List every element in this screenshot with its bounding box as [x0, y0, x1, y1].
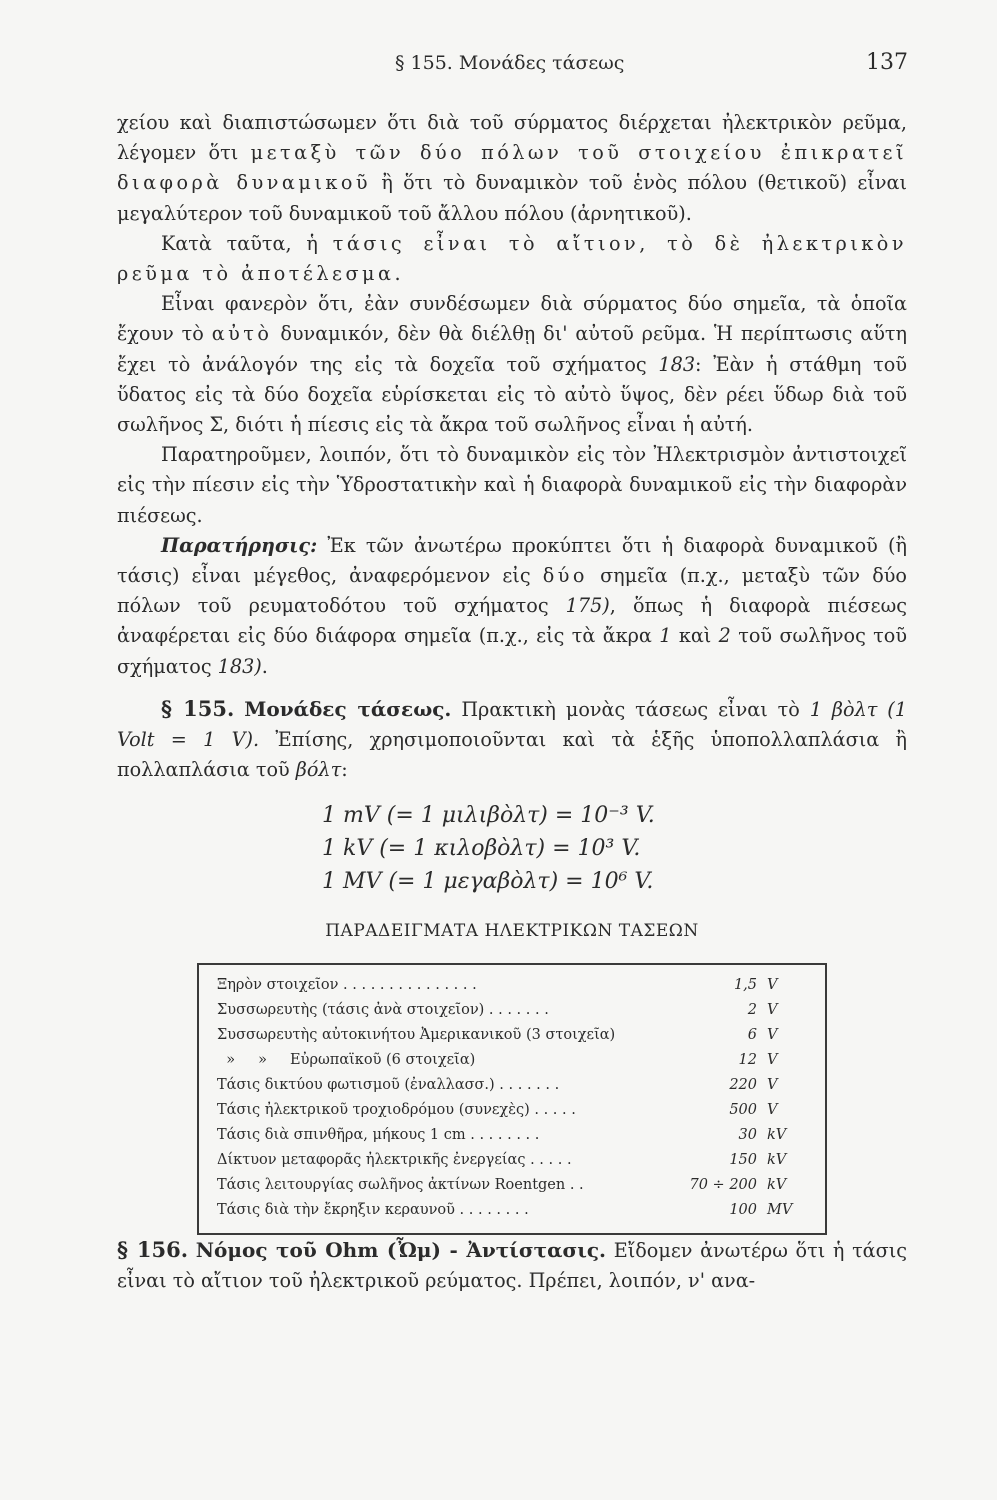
- table-row: » » Εὐρωπαϊκοῦ (6 στοιχεῖα) 12 V: [217, 1051, 778, 1068]
- voltage-examples-table: [197, 963, 827, 1235]
- table-row: Ξηρὸν στοιχεῖον . . . . . . . . . . . . . . . 1,5 V: [217, 976, 778, 993]
- note-label: Παρατήρησις:: [161, 533, 318, 557]
- table-row: Τάσις δικτύου φωτισμοῦ (ἐναλλασσ.) . . . . . . . 220 V: [217, 1076, 778, 1093]
- table-title: ΠΑΡΑΔΕΙΓΜΑΤΑ ΗΛΕΚΤΡΙΚΩΝ ΤΑΣΕΩΝ: [325, 921, 699, 942]
- paragraph-same-potential: Εἶναι φανερὸν ὅτι, ἐὰν συνδέσωμεν διὰ σύρματος δύο σημεῖα, τὰ ὁποῖα ἔχουν τὸ αὐτὸ δυναμικόν, δὲν θὰ διέλθῃ δι' αὐτοῦ ρεῦμα. Ἡ περίπτωσις αὕτη ἔχει τὸ ἀνάλογόν της εἰς τὰ δοχεῖα τοῦ σχήματος 183: Ἐὰν ἡ στάθμη τοῦ ὕδατος εἰς τὰ δύο δοχεῖα εὑρίσκεται εἰς τὸ αὐτὸ ὕψος, δὲν ρέει ὕδωρ διὰ τοῦ σωλῆνος Σ, διότι ἡ πίεσις εἰς τὰ ἄκρα τοῦ σωλῆνος εἶναι ἡ αὐτή.: [117, 292, 908, 437]
- table-row: Τάσις διὰ σπινθῆρα, μήκους 1 cm . . . . . . . . 30 kV: [217, 1126, 787, 1143]
- unit-formulas: [322, 799, 907, 898]
- table-row: Δίκτυον μεταφορᾶς ἠλεκτρικῆς ἐνεργείας . . . . . 150 kV: [217, 1151, 787, 1168]
- paragraph-potential-difference: χείου καὶ διαπιστώσωμεν ὅτι διὰ τοῦ σύρματος διέρχεται ἠλεκτρικὸν ρεῦμα, λέγομεν ὅτι μεταξὺ τῶν δύο πόλων τοῦ στοιχείου ἐπικρατεῖ διαφορὰ δυναμικοῦ ἢ ὅτι τὸ δυναμικὸν τοῦ ἑνὸς πόλου (θετικοῦ) εἶναι μεγαλύτερον τοῦ δυναμικοῦ τοῦ ἄλλου πόλου (ἀρνητικοῦ).: [117, 111, 907, 225]
- figure-ref: 175): [565, 594, 610, 618]
- section-156: § 156. Νόμος τοῦ Ohm (Ὦμ) - Ἀντίστασις. Εἴδομεν ἀνωτέρω ὅτι ἡ τάσις εἶναι τὸ αἴτιον τοῦ ἠλεκτρικοῦ ρεύματος. Πρέπει, λοιπόν, ν' ανα-: [117, 1236, 908, 1292]
- paragraph-analogy: Παρατηροῦμεν, λοιπόν, ὅτι τὸ δυναμικὸν εἰς τὸν Ἠλεκτρισμὸν ἀντιστοιχεῖ εἰς τὴν πίεσιν εἰς τὴν Ὑδροστατικὴν καὶ ἡ διαφορὰ δυναμικοῦ εἰς τὴν διαφορὰν πιέσεως.: [117, 443, 907, 527]
- page-number: 137: [866, 50, 908, 75]
- volt-definition: 1 βὸλτ (1 Volt = 1 V).: [117, 697, 907, 752]
- figure-ref: 183: [658, 352, 696, 376]
- running-title: § 155. Μονάδες τάσεως: [395, 52, 625, 74]
- section-number: § 156.: [117, 1236, 189, 1262]
- emphasis-spaced: μεταξὺ τῶν δύο πόλων τοῦ στοιχείου ἐπικρατεῖ διαφορὰ δυναμικοῦ: [117, 141, 907, 195]
- table-row: Τάσις λειτουργίας σωλῆνος ἀκτίνων Roentgen . . 70 ÷ 200 kV: [217, 1176, 787, 1193]
- table-row: Τάσις διὰ τὴν ἔκρηξιν κεραυνοῦ . . . . . . . . 100 MV: [217, 1201, 793, 1218]
- section-155: § 155. Μονάδες τάσεως. Πρακτικὴ μονὰς τάσεως εἶναι τὸ 1 βὸλτ (1 Volt = 1 V). Ἐπίσης, χρησιμοποιοῦνται καὶ τὰ ἑξῆς ὑποπολλαπλάσια ἢ πολλαπλάσια τοῦ βόλτ:: [117, 695, 907, 782]
- emphasis-spaced: δύο: [542, 564, 588, 588]
- paragraph-note: Παρατήρησις: Ἐκ τῶν ἀνωτέρω προκύπτει ὅτι ἡ διαφορὰ δυναμικοῦ (ἢ τάσις) εἶναι μέγεθος, ἀναφερόμενον εἰς δύο σημεῖα (π.χ., μεταξὺ τῶν δύο πόλων τοῦ ρευματοδότου τοῦ σχήματος 175), ὅπως ἡ διαφορὰ πιέσεως ἀναφέρεται εἰς δύο διάφορα σημεῖα (π.χ., εἰς τὰ ἄκρα 1 καὶ 2 τοῦ σωλῆνος τοῦ σχήματος 183).: [117, 533, 908, 678]
- emphasis-spaced: τάσις εἶναι τὸ αἴτιον, τὸ δὲ ἠλεκτρικὸν ρεῦμα τὸ ἀποτέλεσμα.: [117, 231, 907, 286]
- table-row: Συσσωρευτὴς αὐτοκινήτου Ἀμερικανικοῦ (3 στοιχεῖα) 6 V: [217, 1026, 778, 1043]
- formula-megavolt: 1 MV (= 1 μεγαβὸλτ) = 10⁶ V.: [322, 869, 654, 895]
- table-row: Τάσις ἠλεκτρικοῦ τροχιοδρόμου (συνεχὲς) . . . . . 500 V: [217, 1101, 778, 1118]
- formula-millivolt: 1 mV (= 1 μιλιβὸλτ) = 10⁻³ V.: [322, 803, 655, 829]
- formula-kilovolt: 1 kV (= 1 κιλοβὸλτ) = 10³ V.: [322, 836, 641, 862]
- page-body: [117, 108, 907, 1296]
- section-title: Νόμος τοῦ Ohm (Ὦμ) - Ἀντίστασις.: [195, 1237, 607, 1262]
- page-header: [0, 52, 997, 82]
- table-row: Συσσωρευτὴς (τάσις ἀνὰ στοιχεῖον) . . . . . . . 2 V: [217, 1001, 778, 1018]
- emphasis-spaced: αὐτὸ: [211, 322, 273, 346]
- paragraph-cause-effect: Κατὰ ταῦτα, ἡ τάσις εἶναι τὸ αἴτιον, τὸ δὲ ἠλεκτρικὸν ρεῦμα τὸ ἀποτέλεσμα.: [117, 231, 907, 286]
- section-number: § 155.: [161, 695, 235, 721]
- figure-ref: 183): [217, 654, 262, 678]
- section-title: Μονάδες τάσεως.: [244, 696, 452, 721]
